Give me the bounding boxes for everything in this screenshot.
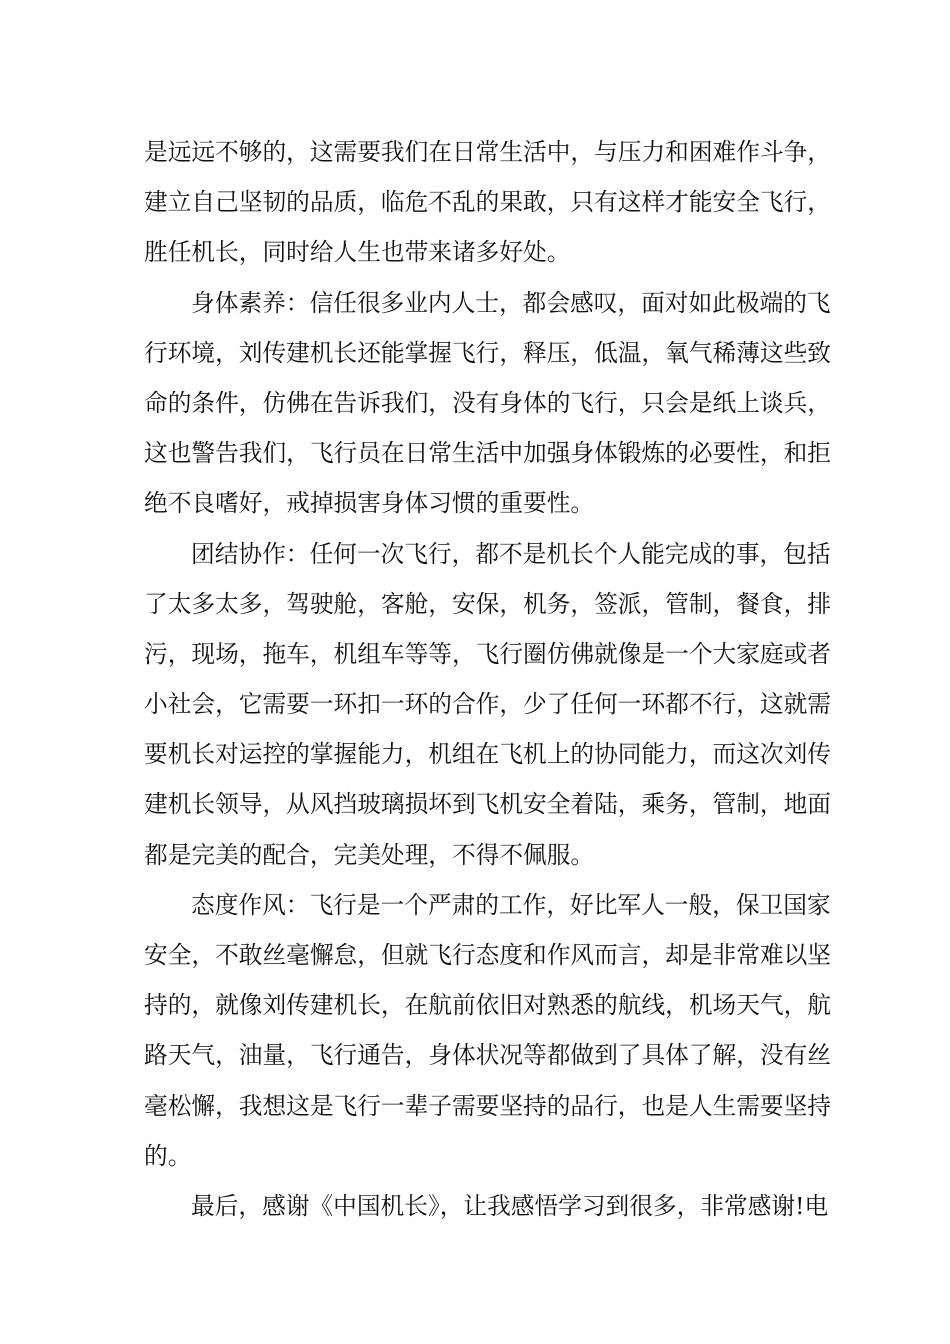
text-line: 绝不良嗜好，戒掉损害身体习惯的重要性。: [144, 489, 595, 518]
text-line: 行环境，刘传建机长还能掌握飞行，释压，低温，氧气稀薄这些致: [144, 338, 831, 367]
text-line: 命的条件，仿佛在告诉我们，没有身体的飞行，只会是纸上谈兵，: [144, 388, 831, 417]
text-line: 建立自己坚韧的品质，临危不乱的果敢，只有这样才能安全飞行，: [144, 188, 831, 217]
text-line: 都是完美的配合，完美处理，不得不佩服。: [144, 840, 595, 869]
text-line: 是远远不够的，这需要我们在日常生活中，与压力和困难作斗争，: [144, 138, 831, 166]
text-line: 安全，不敢丝毫懈怠，但就飞行态度和作风而言，却是非常难以坚: [144, 941, 831, 969]
paragraph-start-line: 团结协作：任何一次飞行，都不是机长个人能完成的事，包括: [191, 539, 831, 568]
text-line: 建机长领导，从风挡玻璃损坏到飞机安全着陆，乘务，管制，地面: [144, 790, 831, 819]
text-line: 的。: [144, 1141, 192, 1170]
text-line: 持的，就像刘传建机长，在航前依旧对熟悉的航线，机场天气，航: [144, 991, 831, 1020]
text-line: 了太多太多，驾驶舱，客舱，安保，机务，签派，管制，餐食，排: [144, 589, 831, 618]
document-body: [144, 127, 831, 1231]
text-line: 毫松懈，我想这是飞行一辈子需要坚持的品行，也是人生需要坚持: [144, 1091, 831, 1120]
text-line: 路天气，油量，飞行通告，身体状况等都做到了具体了解，没有丝: [144, 1041, 831, 1070]
text-line: 小社会，它需要一环扣一环的合作，少了任何一环都不行，这就需: [144, 690, 831, 719]
paragraph-start-line: 最后，感谢《中国机长》，让我感悟学习到很多，非常感谢!电: [191, 1191, 829, 1220]
text-line: 污，现场，拖车，机组车等等，飞行圈仿佛就像是一个大家庭或者: [144, 639, 831, 668]
text-line: 胜任机长，同时给人生也带来诸多好处。: [144, 238, 571, 267]
text-line: 要机长对运控的掌握能力，机组在飞机上的协同能力，而这次刘传: [144, 740, 831, 769]
paragraph-start-line: 态度作风：飞行是一个严肃的工作，好比军人一般，保卫国家: [191, 890, 831, 919]
text-line: 这也警告我们，飞行员在日常生活中加强身体锻炼的必要性，和拒: [144, 439, 831, 468]
paragraph-start-line: 身体素养：信任很多业内人士，都会感叹，面对如此极端的飞: [191, 288, 831, 317]
